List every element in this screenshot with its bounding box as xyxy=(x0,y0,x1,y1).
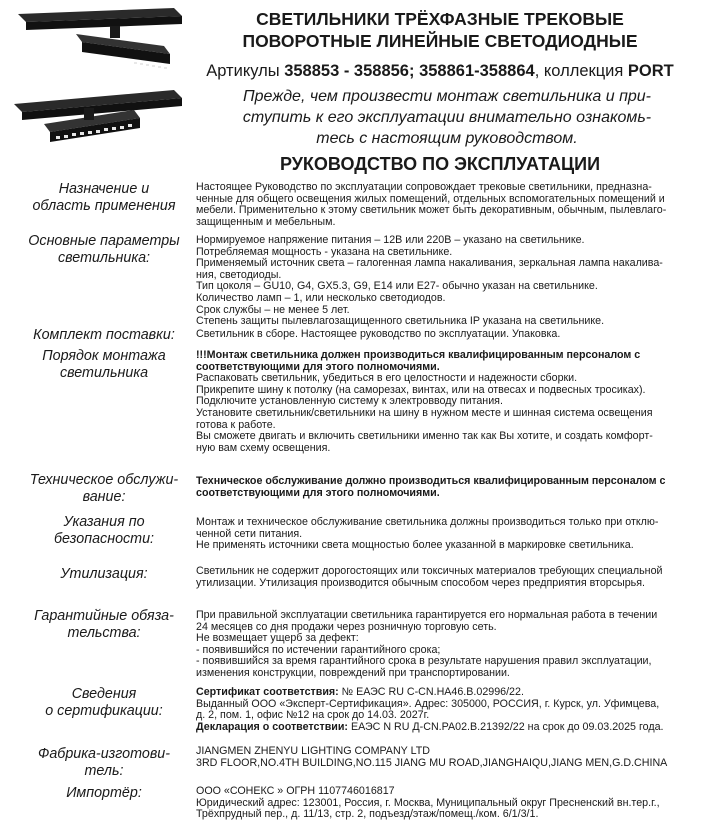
article-numbers: Артикулы 358853 - 358856; 358861-358864, коллекция PORT xyxy=(206,62,674,80)
product-track-light-image xyxy=(14,6,184,166)
section-content-safety: Монтаж и техническое обслуживание светильника должны производиться только при отклю- ченной сети питания. Не применять источники света мощностью более указанной в маркировке светильника. xyxy=(196,516,659,552)
section-label-factory: Фабрика-изготови- тель: xyxy=(37,746,171,779)
section-label-safety: Указания по безопасности: xyxy=(53,514,155,547)
document-title: СВЕТИЛЬНИКИ ТРЁХФАЗНЫЕ ТРЕКОВЫЕ ПОВОРОТНЫЕ ЛИНЕЙНЫЕ СВЕТОДИОДНЫЕ xyxy=(242,9,638,51)
section-label-parameters: Основные параметры светильника: xyxy=(28,233,180,266)
section-content-maintenance: Техническое обслуживание должно производиться квалифицированным персоналом с соответствующими для этого полномочиями. xyxy=(196,475,666,499)
section-content-installation: !!!Монтаж светильника должен производиться квалифицированным персоналом с соответствующими для этого полномочиями. Распаковать светильник, убедиться в его целостности и надежности сборки. Прикрепите шину к потолку (на саморезах, винтах, или на отвесах и подвесных тросиках). Подключите установленную систему к электровводу питания. Установите светильник/светильники на шину в нужном месте и шинная система освещения готова к работе. Вы сможете двигать и включить светильники именно так как Вы хотите, и создать комфорт- ную вам схему освещения. xyxy=(196,349,653,454)
section-label-importer: Импортёр: xyxy=(66,785,142,801)
section-content-factory: JIANGMEN ZHENYU LIGHTING COMPANY LTD 3RD FLOOR,NO.4TH BUILDING,NO.115 JIANG MU ROAD,JIANGHAIQU,JIANG MEN,G.D.CHINA xyxy=(196,745,668,769)
track-light-upper xyxy=(18,8,182,69)
section-content-purpose: Настоящее Руководство по эксплуатации сопровождает трековые светильники, предназна- ченные для общего освещения жилых помещений, отдельных вспомогательных помещений и мебели. Применительно к этому светильник может быть декоративным, обычным, пылевлаго- защищенным и мебельным. xyxy=(196,181,667,228)
section-label-purpose: Назначение и область применения xyxy=(32,181,176,214)
section-content-warranty: При правильной эксплуатации светильника гарантируется его нормальная работа в течении 24 месяцев со дня продажи через розничную торговую сеть. Не возмещает ущерб за дефект: - появившийся по истечении гарантийного срока; - появившийся за время гарантийного срока в результате нарушения правил эксплуатации, изменения конструкции, повреждений при транспортировании. xyxy=(196,609,658,679)
section-content-kit: Светильник в сборе. Настоящее руководство по эксплуатации. Упаковка. xyxy=(196,328,561,340)
section-label-maintenance: Техническое обслужи- вание: xyxy=(29,472,179,505)
manual-heading: РУКОВОДСТВО ПО ЭКСПЛУАТАЦИИ xyxy=(279,154,601,174)
section-label-disposal: Утилизация: xyxy=(60,566,148,582)
section-content-importer: ООО «СОНЕКС » ОГРН 1107746016817 Юридический адрес: 123001, Россия, г. Москва, Муниципальный округ Пресненский вн.тер.г., Трёхпрудный пер., д. 11/13, стр. 2, подъезд/этаж/помещ./ком. 6/1/3/1. xyxy=(196,785,660,821)
section-content-parameters: Нормируемое напряжение питания – 12В или 220В – указано на светильнике. Потребляемая мощность - указана на светильнике. Применяемый источник света – галогенная лампа накаливания, зеркальная лампа накалива- ния, светодиоды. Тип цоколя – GU10, G4, GX5.3, G9, E14 или E27- обычно указан на светильнике. Количество ламп – 1, или несколько светодиодов. Срок службы – не менее 5 лет. Степень защиты пылевлагозащищенного светильника IP указана на светильнике. xyxy=(196,234,663,328)
track-light-lower xyxy=(14,90,182,142)
section-label-installation: Порядок монтажа светильника xyxy=(42,348,166,381)
section-label-certification: Сведения о сертификации: xyxy=(45,686,163,719)
read-manual-warning: Прежде, чем произвести монтаж светильника и при- ступить к его эксплуатации внимательно ознакомь- тесь с настоящим руководством. xyxy=(242,88,652,147)
section-content-disposal: Светильник не содержит дорогостоящих или токсичных материалов требующих специальной утилизации. Утилизация производится обычным способом через предприятия вторсырья. xyxy=(196,565,663,589)
section-label-warranty: Гарантийные обяза- тельства: xyxy=(34,608,174,641)
section-label-kit: Комплект поставки: xyxy=(33,327,175,343)
section-content-certification: Сертификат соответствия: № ЕАЭС RU С-CN.НА46.В.02996/22. Выданный ООО «Эксперт-Сертификация». Адрес: 305000, РОССИЯ, г. Курск, ул. Уфимцева, д. 2, пом. 1, офис №12 на срок до 14.03. 2027г. Декларация о соответствии: ЕАЭС N RU Д-CN.РА02.В.21392/22 на срок до 09.03.2025 года. xyxy=(196,686,664,733)
